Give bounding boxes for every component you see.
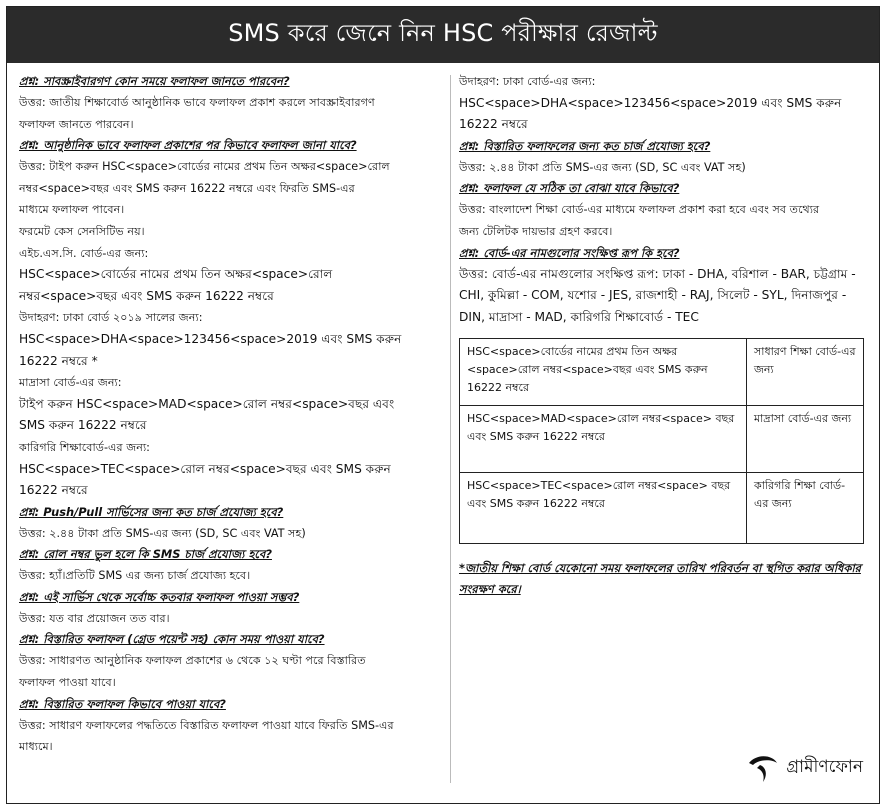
faq-question: প্রশ্ন: এই সার্ভিস থেকে সর্বোচ্চ কতবার ফলাফল পাওয়া সম্ভব? <box>19 589 300 604</box>
poster-frame <box>6 6 880 804</box>
faq-text-line: উত্তর: সাধারণত আনুষ্ঠানিক ফলাফল প্রকাশের ৬ থেকে ১২ ঘণ্টা পরে বিস্তারিত <box>19 654 366 668</box>
faq-question: প্রশ্ন: রোল নম্বর ভুল হলে কি SMS চার্জ প্রযোজ্য হবে? <box>19 547 272 562</box>
faq-text-line: উত্তর: হ্যাঁ।প্রতিটি SMS এর জন্য চার্জ প্রযোজ্য হবে। <box>19 569 251 583</box>
faq-question: প্রশ্ন: আনুষ্ঠানিক ভাবে ফলাফল প্রকাশের পর কিভাবে ফলাফল জানা যাবে? <box>19 138 357 153</box>
faq-question: প্রশ্ন: বিস্তারিত ফলাফল কিভাবে পাওয়া যাবে? <box>19 696 226 711</box>
page-title: SMS করে জেনে নিন HSC পরীক্ষার রেজাল্ট <box>7 7 879 63</box>
faq-text-line: মাধ্যমে ফলাফল পাবেন। <box>19 203 125 217</box>
faq-text-line: উদাহরণ: ঢাকা বোর্ড ২০১৯ সালের জন্য: <box>19 311 203 325</box>
faq-text-line: ফরমেট কেস সেনসিটিভ নয়। <box>19 224 145 238</box>
table-row <box>460 339 864 406</box>
faq-text-line: উত্তর: জাতীয় শিক্ষাবোর্ড আনুষ্ঠানিক ভাবে ফলাফল প্রকাশ করলে সাবস্ক্রাইবারগণ <box>19 96 375 109</box>
brand-name: গ্রামীণফোন <box>786 757 863 777</box>
right-column <box>459 71 873 600</box>
faq-text-line: কারিগরি শিক্ষাবোর্ড-এর জন্য: <box>19 440 150 454</box>
table-cell-format: HSC<space>বোর্ডের নামের প্রথম তিন অক্ষর <space>রোল নম্বর<space>বছর এবং SMS করুন 16222 নম্বরে <box>460 339 747 406</box>
faq-text-line: নম্বর<space>বছর এবং SMS করুন 16222 নম্বরে <box>19 288 274 303</box>
faq-text-line: জন্য টেলিটক দায়ভার গ্রহণ করবে। <box>459 224 613 238</box>
faq-question: প্রশ্ন: বিস্তারিত ফলাফলের জন্য কত চার্জ প্রযোজ্য হবে? <box>459 138 711 153</box>
faq-text-line: DIN, মাদ্রাসা - MAD, কারিগরি শিক্ষাবোর্ড - TEC <box>459 309 699 324</box>
faq-text-line: মাদ্রাসা বোর্ড-এর জন্য: <box>19 376 122 390</box>
table-row <box>460 406 864 473</box>
faq-question: প্রশ্ন: বোর্ড-এর নামগুলোর সংক্ষিপ্ত রূপ কি হবে? <box>459 245 680 260</box>
faq-text-line: ফলাফল জানতে পারবেন। <box>19 117 134 131</box>
faq-text-line: উত্তর: টাইপ করুন HSC<space>বোর্ডের নামের প্রথম তিন অক্ষর<space>রোল <box>19 160 390 174</box>
faq-text-line: উত্তর: ২.৪৪ টাকা প্রতি SMS-এর জন্য (SD, SC এবং VAT সহ) <box>459 160 746 174</box>
table-cell-board: কারিগরি শিক্ষা বোর্ড-এর জন্য <box>747 473 864 544</box>
faq-text-line: উত্তর: সাধারণ ফলাফলের পদ্ধতিতে বিস্তারিত ফলাফল পাওয়া যাবে ফিরতি SMS-এর <box>19 718 394 732</box>
table-cell-board: সাধারণ শিক্ষা বোর্ড-এর জন্য <box>747 339 864 406</box>
column-divider <box>450 75 451 783</box>
faq-text-line: HSC<space>DHA<space>123456<space>2019 এবং SMS করুন <box>19 331 402 346</box>
faq-text-line: HSC<space>DHA<space>123456<space>2019 এবং SMS করুন <box>459 95 842 110</box>
faq-text-line: উত্তর: বাংলাদেশ শিক্ষা বোর্ড-এর মাধ্যমে ফলাফল প্রকাশ করা হবে এবং সব তথ্যের <box>459 203 820 217</box>
faq-text-line: এইচ.এস.সি. বোর্ড-এর জন্য: <box>19 246 149 260</box>
disclaimer-note: *জাতীয় শিক্ষা বোর্ড যেকোনো সময় ফলাফলের তারিখ পরিবর্তন বা স্থগিত করার অধিকার সংরক্ষণ করে। <box>459 561 861 597</box>
table-cell-format: HSC<space>TEC<space>রোল নম্বর<space> বছর এবং SMS করুন 16222 নম্বরে <box>460 473 747 544</box>
faq-text-line: উত্তর: যত বার প্রয়োজন তত বার। <box>19 611 170 625</box>
faq-text-line: 16222 নম্বরে <box>459 117 528 132</box>
faq-text-line: HSC<space>TEC<space>রোল নম্বর<space>বছর এবং SMS করুন <box>19 461 391 476</box>
faq-text-line: উদাহরণ: ঢাকা বোর্ড-এর জন্য: <box>459 75 596 88</box>
faq-text-line: উত্তর: বোর্ড-এর নামগুলোর সংক্ষিপ্ত রূপ: ঢাকা - DHA, বরিশাল - BAR, চট্টগ্রাম - <box>459 266 856 281</box>
faq-question: প্রশ্ন: সাবস্ক্রাইবারগণ কোন সময়ে ফলাফল জানতে পারবেন? <box>19 74 290 88</box>
faq-text-line: 16222 নম্বরে * <box>19 353 98 368</box>
left-column <box>19 71 443 758</box>
faq-text-line: SMS করুন 16222 নম্বরে <box>19 418 147 433</box>
table-row <box>460 473 864 544</box>
faq-text-line: উত্তর: ২.৪৪ টাকা প্রতি SMS-এর জন্য (SD, SC এবং VAT সহ) <box>19 526 306 540</box>
faq-question: প্রশ্ন: বিস্তারিত ফলাফল (গ্রেড পয়েন্ট সহ) কোন সময় পাওয়া যাবে? <box>19 632 325 647</box>
table-cell-format: HSC<space>MAD<space>রোল নম্বর<space> বছর এবং SMS করুন 16222 নম্বরে <box>460 406 747 473</box>
faq-text-line: টাইপ করুন HSC<space>MAD<space>রোল নম্বর<space>বছর এবং <box>19 396 395 411</box>
faq-text-line: মাধ্যমে। <box>19 740 53 754</box>
faq-text-line: নম্বর<space>বছর এবং SMS করুন 16222 নম্বরে এবং ফিরতি SMS-এর <box>19 181 355 195</box>
sms-format-table <box>459 338 864 544</box>
faq-text-line: ফলাফল পাওয়া যাবে। <box>19 676 116 690</box>
brand-logo <box>746 753 863 783</box>
grameenphone-icon <box>746 753 780 783</box>
faq-question: প্রশ্ন: Push/Pull সার্ভিসের জন্য কত চার্জ প্রযোজ্য হবে? <box>19 504 284 519</box>
faq-text-line: HSC<space>বোর্ডের নামের প্রথম তিন অক্ষর<space>রোল <box>19 267 333 282</box>
faq-text-line: CHI, কুমিল্লা - COM, যশোর - JES, রাজশাহী - RAJ, সিলেট - SYL, দিনাজপুর - <box>459 288 847 303</box>
faq-text-line: 16222 নম্বরে <box>19 483 88 498</box>
table-cell-board: মাদ্রাসা বোর্ড-এর জন্য <box>747 406 864 473</box>
faq-question: প্রশ্ন: ফলাফল যে সঠিক তা বোঝা যাবে কিভাবে? <box>459 181 680 196</box>
